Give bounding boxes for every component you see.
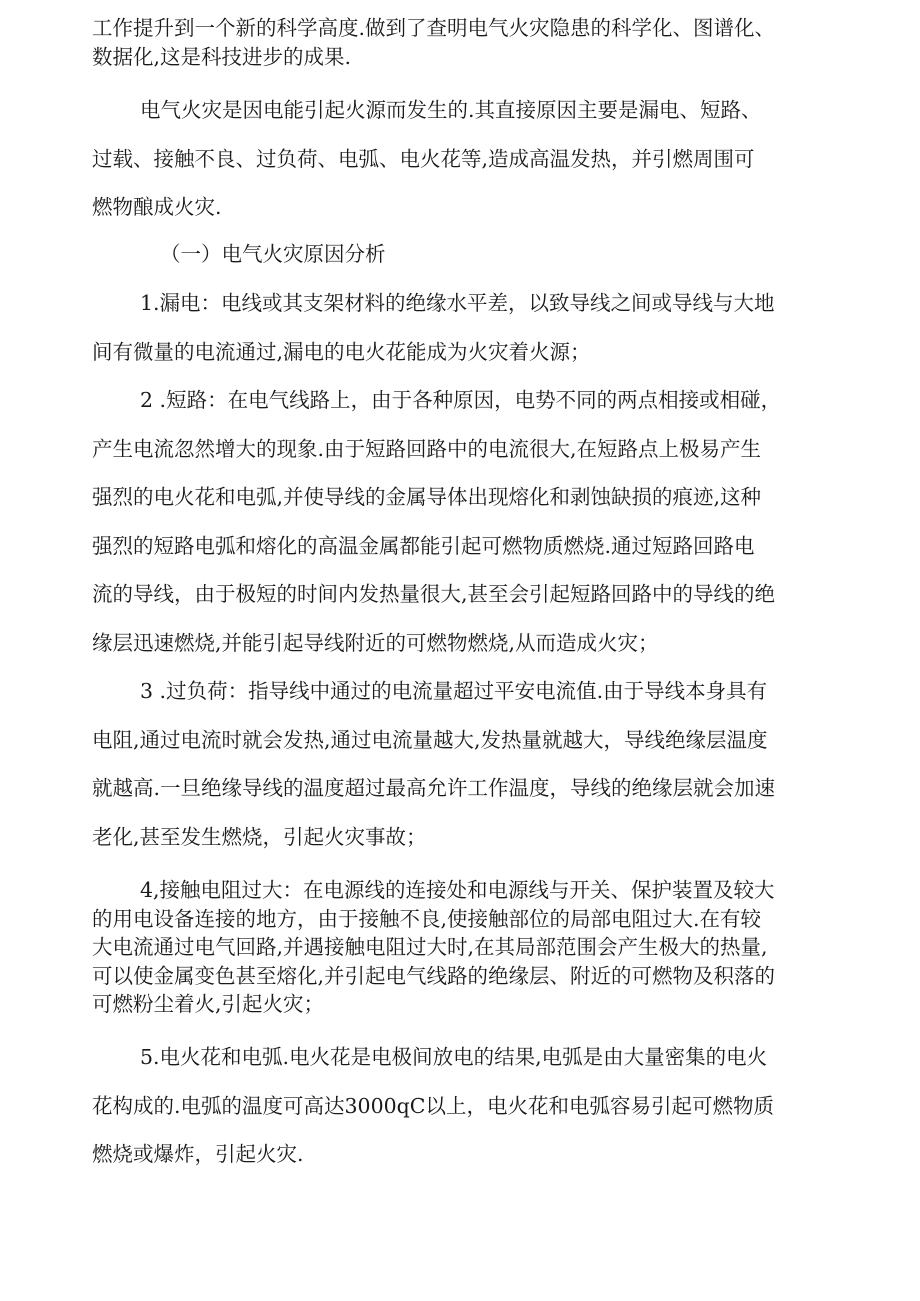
text-line: 电阻,通过电流时就会发热,通过电流量越大,发热量就越大，导线绝缘层温度 (92, 727, 768, 752)
text-line: 可燃粉尘着火,引起火灾； (92, 992, 325, 1016)
text-line: 花构成的.电弧的温度可高达3000qC以上，电火花和电弧容易引起可燃物质 (92, 1093, 774, 1118)
text-line: 3 .过负荷：指导线中通过的电流量超过平安电流值.由于导线本身具有 (140, 679, 768, 703)
paragraph-leakage (92, 293, 872, 390)
text-line: 老化,甚至发生燃烧，引起火灾事故； (92, 824, 427, 849)
text-line: 产生电流忽然增大的现象.由于短路回路中的电流很大,在短路点上极易产生 (92, 436, 762, 461)
text-line: 电气火灾是因电能引起火源而发生的.其直接原因主要是漏电、短路、 (140, 98, 762, 122)
paragraph-overload (92, 681, 872, 875)
text-line: 4,接触电阻过大：在电源线的连接处和电源线与开关、保护装置及较大 (140, 878, 775, 902)
text-line: 2 .短路：在电气线路上，由于各种原因，电势不同的两点相接或相碰， (140, 388, 782, 412)
text-line: 流的导线，由于极短的时间内发热量很大,甚至会引起短路回路中的导线的绝 (92, 582, 776, 606)
paragraph-short-circuit (92, 390, 872, 681)
text-line: 可以使金属变色甚至熔化,并引起电气线路的绝缘层、附近的可燃物及积落的 (92, 963, 776, 988)
text-line: 大电流通过电气回路,并遇接触电阻过大时,在其局部范围会产生极大的热量, (92, 935, 768, 959)
text-line: 强烈的短路电弧和熔化的高温金属都能引起可燃物质燃烧.通过短路回路电 (92, 533, 755, 558)
text-line: 数据化,这是科技进步的成果. (92, 44, 352, 69)
text-line: 工作提升到一个新的科学高度.做到了查明电气火灾隐患的科学化、图谱化、 (92, 16, 776, 40)
text-line: 强烈的电火花和电弧,并使导线的金属导体出现熔化和剥蚀缺损的痕迹,这种 (92, 485, 762, 509)
heading-text: （一）电气火灾原因分析 (160, 242, 386, 266)
section-heading (92, 244, 872, 293)
text-line: 的用电设备连接的地方，由于接触不良,使接触部位的局部电阻过大.在有较 (92, 906, 762, 931)
text-line: 5.电火花和电弧.电火花是电极间放电的结果,电弧是由大量密集的电火 (140, 1045, 768, 1069)
text-line: 间有微量的电流通过,漏电的电火花能成为火灾着火源； (92, 339, 591, 364)
paragraph-intro-continuation (92, 18, 872, 75)
paragraph-sparks-arcs (92, 1047, 872, 1193)
text-line: 1.漏电：电线或其支架材料的绝缘水平差，以致导线之间或导线与大地 (140, 291, 775, 315)
text-line: 燃烧或爆炸，引起火灾. (92, 1142, 304, 1166)
text-line: 燃物酿成火灾. (92, 195, 222, 219)
text-line: 就越高.一旦绝缘导线的温度超过最高允许工作温度，导线的绝缘层就会加速 (92, 776, 776, 800)
text-line: 缘层迅速燃烧,并能引起导线附近的可燃物燃烧,从而造成火灾； (92, 630, 659, 655)
paragraph-contact-resistance (92, 880, 872, 1023)
paragraph-fire-cause-summary (92, 100, 872, 246)
text-line: 过载、接触不良、过负荷、电弧、电火花等,造成高温发热，并引燃周围可 (92, 146, 755, 171)
